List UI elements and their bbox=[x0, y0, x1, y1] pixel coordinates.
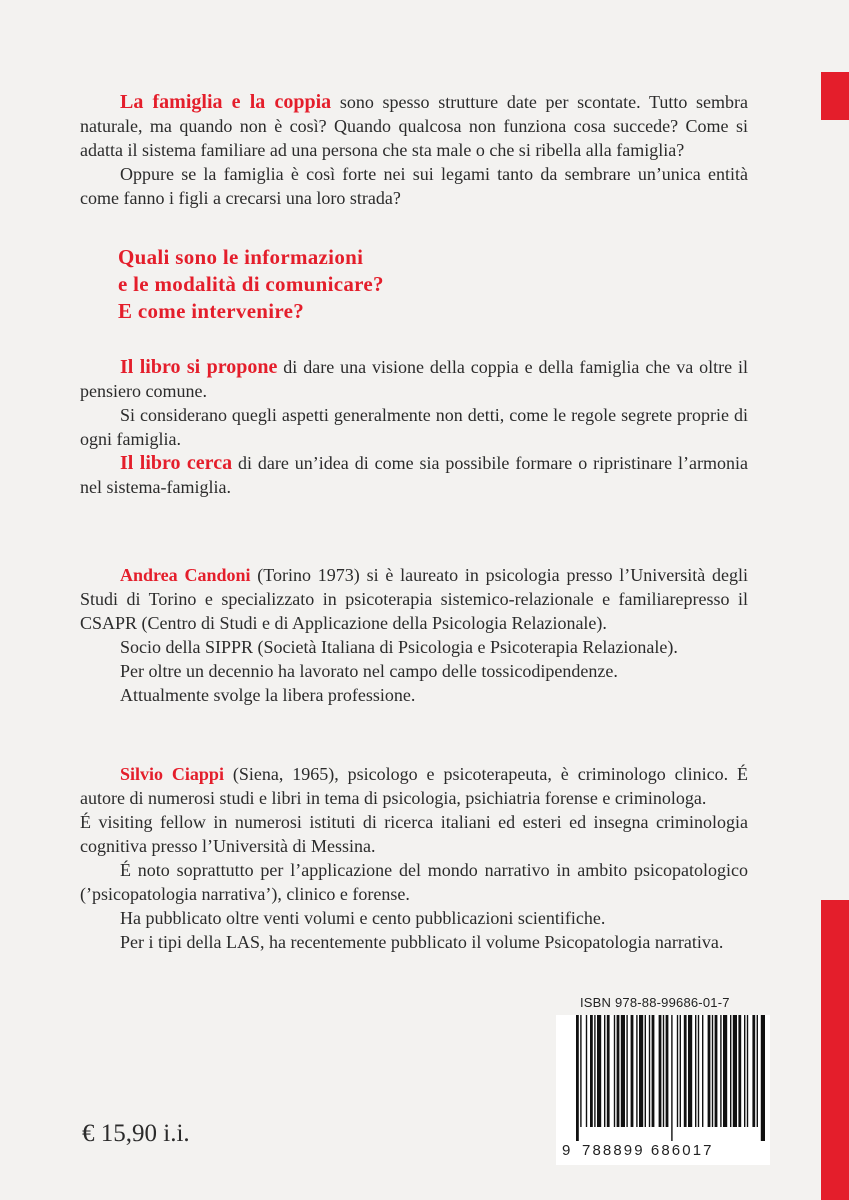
book-lead-1: Il libro si propone bbox=[120, 356, 278, 378]
author-1-paragraph-4: Attualmente svolge la libera professione. bbox=[120, 685, 416, 705]
intro-paragraph-1 bbox=[80, 90, 748, 162]
headline-questions bbox=[118, 244, 384, 325]
intro-paragraph-2: Oppure se la famiglia è così forte nei sui legami tanto da sembrare un’unica entità come fanno i figli a crecarsi una loro strada? bbox=[80, 164, 748, 208]
price-label: € 15,90 i.i. bbox=[82, 1120, 190, 1147]
book-paragraph-3 bbox=[80, 451, 748, 499]
barcode bbox=[556, 1015, 770, 1165]
author-1-paragraph-2: Socio della SIPPR (Società Italiana di Psicologia e Psicoterapia Relazionale). bbox=[120, 637, 678, 657]
book-paragraph-1 bbox=[80, 355, 748, 403]
book-paragraph-2: Si considerano quegli aspetti generalmente non detti, come le regole segrete proprie di ogni famiglia. bbox=[80, 405, 748, 449]
author-2-paragraph-3: É noto soprattutto per l’applicazione del mondo narrativo in ambito psicopatologico (’psicopatologia narrativa’), clinico e forense. bbox=[80, 860, 748, 904]
headline-line: e le modalità di comunicare? bbox=[118, 272, 384, 296]
author-2-paragraph-4: Ha pubblicato oltre venti volumi e cento pubblicazioni scientifiche. bbox=[120, 908, 606, 928]
author-2-paragraph-2: É visiting fellow in numerosi istituti di ricerca italiani ed esteri ed insegna criminologia cognitiva presso l’Università di Messina. bbox=[80, 812, 748, 856]
author-2-bio bbox=[80, 762, 748, 954]
intro-lead: La famiglia e la coppia bbox=[120, 91, 332, 113]
barcode-bars bbox=[576, 1015, 766, 1141]
book-text-1: di dare una visione della coppia e della famiglia che va oltre il pensiero comune. bbox=[80, 357, 748, 401]
author-1-paragraph-1 bbox=[80, 563, 748, 635]
headline-line: E come intervenire? bbox=[118, 299, 305, 323]
book-text-3: di dare un’idea di come sia possibile formare o ripristinare l’armonia nel sistema-famiglia. bbox=[80, 453, 748, 497]
author-2-text: (Siena, 1965), psicologo e psicoterapeuta, è criminologo clinico. É autore di numerosi studi e libri in tema di psicologia, psichiatria forense e criminologa. bbox=[80, 764, 748, 808]
author-2-name: Silvio Ciappi bbox=[120, 764, 224, 784]
red-edge-tab-bottom bbox=[821, 900, 849, 1200]
red-edge-tab-top bbox=[821, 72, 849, 120]
author-2-paragraph-1 bbox=[80, 762, 748, 810]
author-1-paragraph-3: Per oltre un decennio ha lavorato nel campo delle tossicodipendenze. bbox=[120, 661, 618, 681]
intro-text: sono spesso strutture date per scontate. Tutto sembra naturale, ma quando non è così? Quando qualcosa non funziona cosa succede? Come si adatta il sistema familiare ad una persona che sta male o che si ribella alla famiglia? bbox=[80, 92, 749, 160]
author-2-paragraph-5: Per i tipi della LAS, ha recentemente pubblicato il volume Psicopatologia narrativa. bbox=[120, 932, 724, 952]
isbn-label: ISBN 978-88-99686-01-7 bbox=[580, 995, 730, 1010]
intro-section bbox=[80, 90, 748, 210]
headline-line: Quali sono le informazioni bbox=[118, 245, 364, 269]
book-description bbox=[80, 355, 748, 499]
author-1-bio bbox=[80, 563, 748, 707]
barcode-first-digit: 9 bbox=[562, 1142, 571, 1159]
author-1-name: Andrea Candoni bbox=[120, 565, 251, 585]
barcode-digit-groups: 788899 686017 bbox=[582, 1142, 714, 1159]
book-lead-2: Il libro cerca bbox=[120, 452, 233, 474]
author-1-text: (Torino 1973) si è laureato in psicologia presso l’Università degli Studi di Torino e specializzato in psicoterapia sistemico-relazionale e familiarepresso il CSAPR (Centro di Studi e di Applicazione della Psicologia Relazionale). bbox=[80, 565, 748, 633]
